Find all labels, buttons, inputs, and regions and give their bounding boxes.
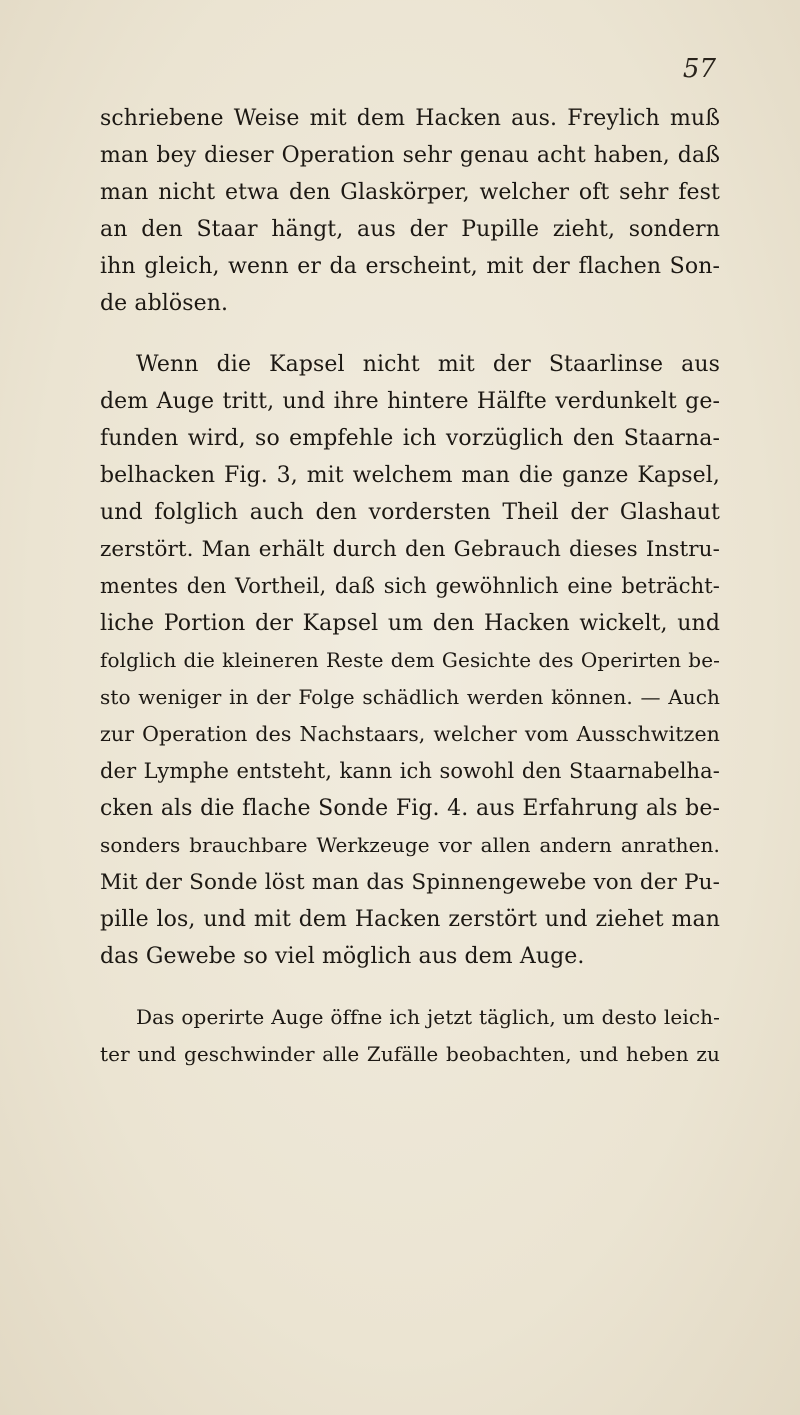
page-number: 57 [682, 54, 716, 84]
text-line: folglich die kleineren Reste dem Gesichte des Operirten be- [100, 648, 720, 672]
text-line: funden wird, so empfehle ich vorzüglich den Staarna- [100, 426, 720, 451]
text-line: schriebene Weise mit dem Hacken aus. Freylich muß [100, 106, 720, 131]
text-line: ihn gleich, wenn er da erscheint, mit der flachen Son- [100, 254, 720, 279]
text-line: Mit der Sonde löst man das Spinnengewebe von der Pu- [100, 870, 720, 895]
text-line: der Lymphe entsteht, kann ich sowohl den Staarnabelha- [100, 759, 720, 783]
text-line: man bey dieser Operation sehr genau acht haben, daß [100, 143, 720, 168]
text-line: Wenn die Kapsel nicht mit der Staarlinse aus [136, 352, 720, 377]
body-text [100, 100, 720, 1097]
paragraph-1 [100, 100, 720, 322]
text-line: cken als die flache Sonde Fig. 4. aus Erfahrung als be- [100, 796, 720, 821]
text-line: zur Operation des Nachstaars, welcher vom Ausschwitzen [100, 722, 720, 746]
text-line: dem Auge tritt, und ihre hintere Hälfte verdunkelt ge- [100, 389, 720, 414]
paragraph-3 [100, 999, 720, 1073]
text-line: pille los, und mit dem Hacken zerstört und ziehet man [100, 907, 720, 932]
text-line: ter und geschwinder alle Zufälle beobachten, und heben zu [100, 1042, 720, 1066]
text-line: man nicht etwa den Glaskörper, welcher oft sehr fest [100, 180, 720, 205]
text-line: de ablösen. [100, 291, 229, 316]
text-line: mentes den Vortheil, daß sich gewöhnlich eine beträcht- [100, 574, 720, 598]
text-line: an den Staar hängt, aus der Pupille zieht, sondern [100, 217, 720, 242]
paragraph-2 [100, 346, 720, 975]
text-line: sonders brauchbare Werkzeuge vor allen andern anrathen. [100, 833, 720, 857]
text-line: das Gewebe so viel möglich aus dem Auge. [100, 944, 585, 969]
text-line: liche Portion der Kapsel um den Hacken wickelt, und [100, 611, 720, 636]
text-line: und folglich auch den vordersten Theil der Glashaut [100, 500, 720, 525]
text-line: Das operirte Auge öffne ich jetzt täglich, um desto leich- [136, 1005, 720, 1029]
text-line: sto weniger in der Folge schädlich werden können. — Auch [100, 685, 720, 709]
text-line: belhacken Fig. 3, mit welchem man die ganze Kapsel, [100, 463, 720, 488]
text-line: zerstört. Man erhält durch den Gebrauch dieses Instru- [100, 537, 720, 562]
